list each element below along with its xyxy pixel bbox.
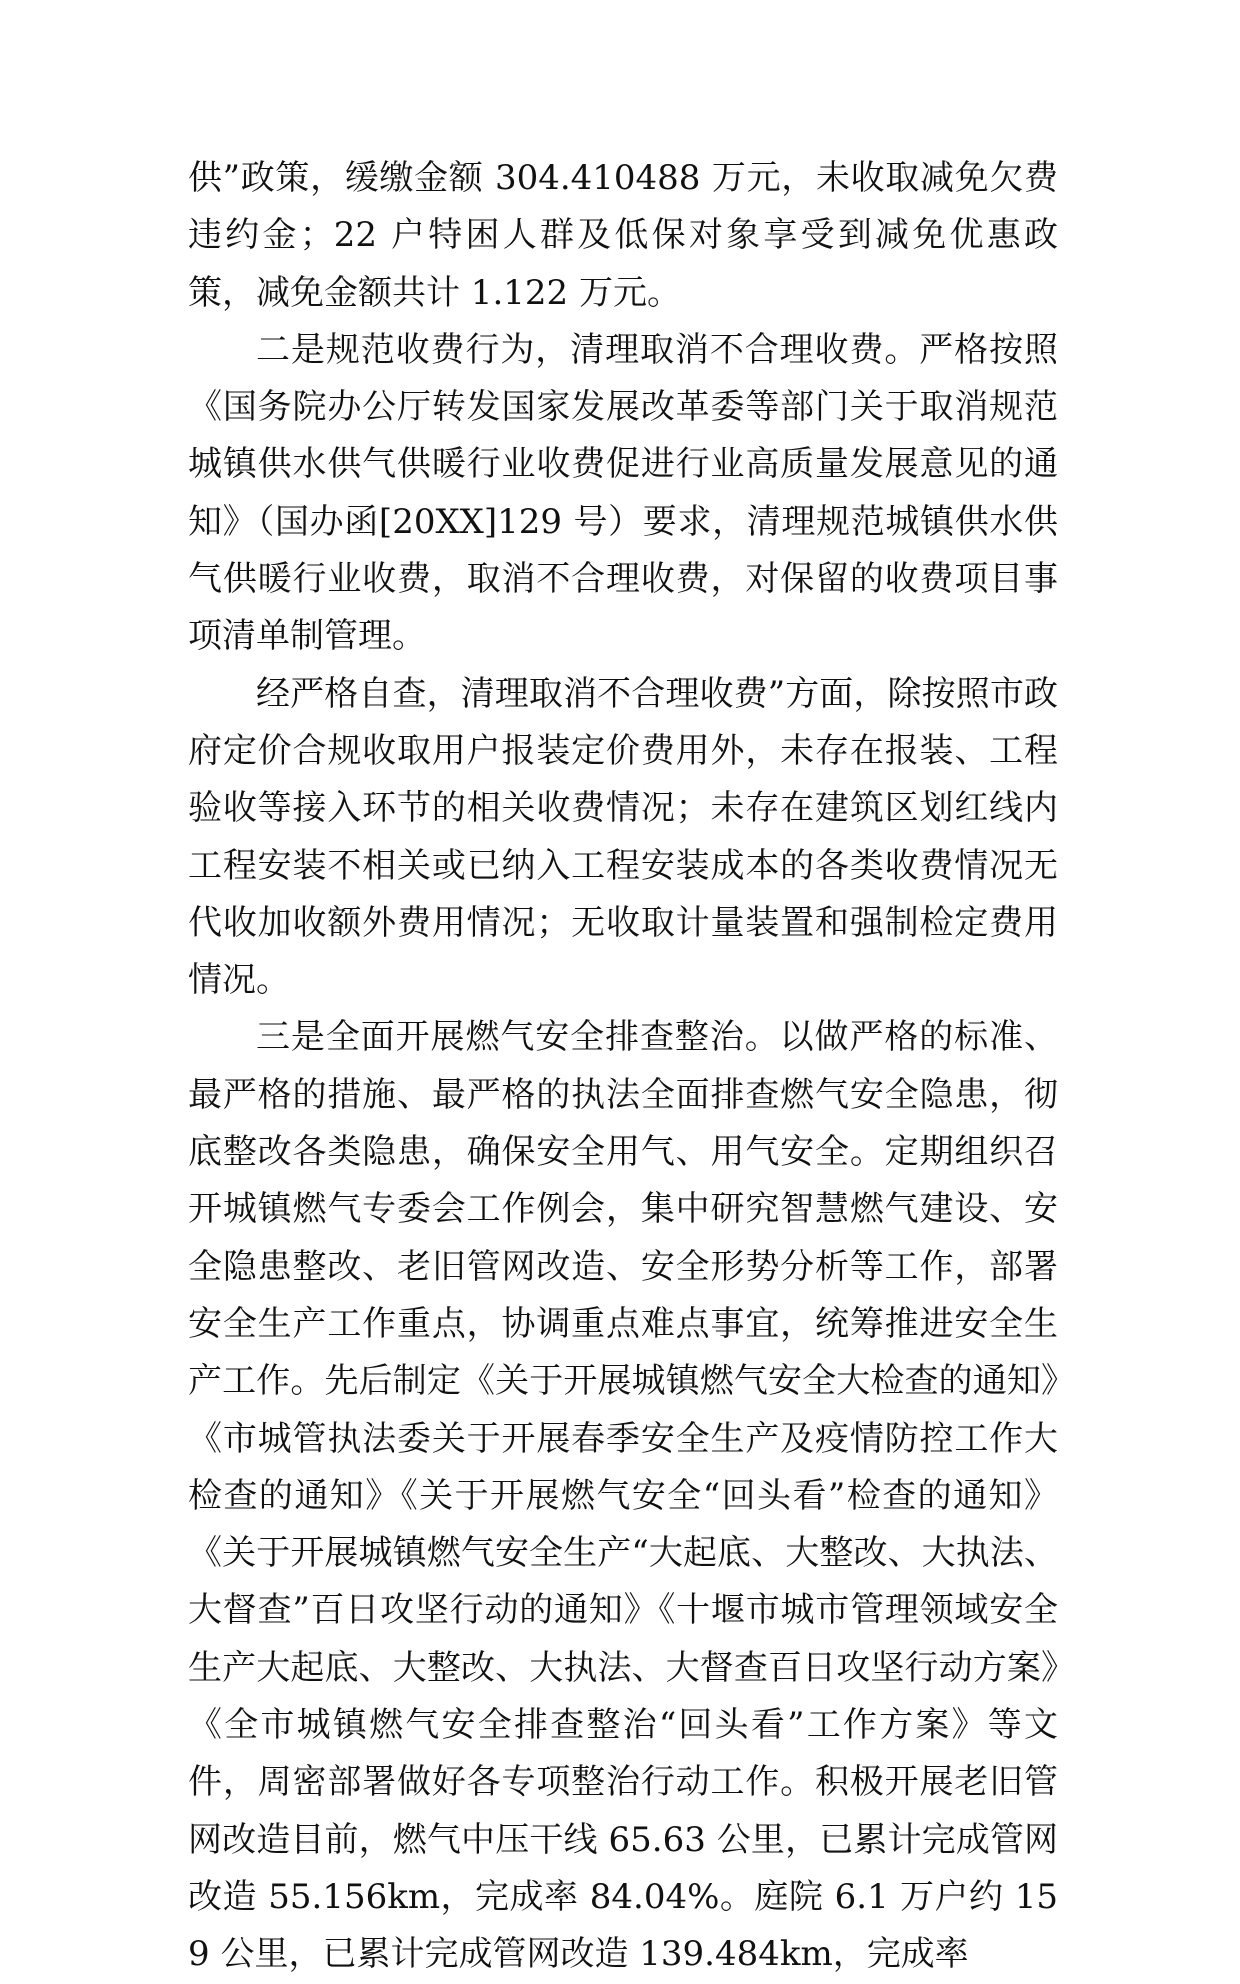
document-body (188, 150, 1058, 1984)
paragraph-self-inspection: 经严格自查，清理取消不合理收费”方面，除按照市政府定价合规收取用户报装定价费用外，未存在报装、工程验收等接入环节的相关收费情况；未存在建筑区划红线内工程安装不相关或已纳入工程安装成本的各类收费情况无代收加收额外费用情况；无收取计量装置和强制检定费用情况。 (188, 673, 1058, 1001)
paragraph-standardize-charges: 二是规范收费行为，清理取消不合理收费。严格按照《国务院办公厅转发国家发展改革委等部门关于取消规范城镇供水供气供暖行业收费促进行业高质量发展意见的通知》（国办函[20XX]129 号）要求，清理规范城镇供水供气供暖行业收费，取消不合理收费，对保留的收费项目事项清单制管理。 (188, 329, 1058, 657)
paragraph-fee-relief: 供”政策，缓缴金额 304.410488 万元，未收取减免欠费违约金；22 户特困人群及低保对象享受到减免优惠政策，减免金额共计 1.122 万元。 (188, 158, 1058, 313)
paragraph-gas-safety: 三是全面开展燃气安全排查整治。以做严格的标准、最严格的措施、最严格的执法全面排查燃气安全隐患，彻底整改各类隐患，确保安全用气、用气安全。定期组织召开城镇燃气专委会工作例会，集中研究智慧燃气建设、安全隐患整改、老旧管网改造、安全形势分析等工作，部署安全生产工作重点，协调重点难点事宜，统筹推进安全生产工作。先后制定《关于开展城镇燃气安全大检查的通知》《市城管执法委关于开展春季安全生产及疫情防控工作大检查的通知》《关于开展燃气安全“回头看”检查的通知》《关于开展城镇燃气安全生产“大起底、大整改、大执法、大督查”百日攻坚行动的通知》《十堰市城市管理领域安全生产大起底、大整改、大执法、大督查百日攻坚行动方案》《全市城镇燃气安全排查整治“回头看”工作方案》等文件，周密部署做好各专项整治行动工作。积极开展老旧管网改造目前，燃气中压干线 65.63 公里，已累计完成管网改造 55.156km，完成率 84.04%。庭院 6.1 万户约 159 公里，已累计完成管网改造 139.484km，完成率 (188, 1017, 1058, 1975)
